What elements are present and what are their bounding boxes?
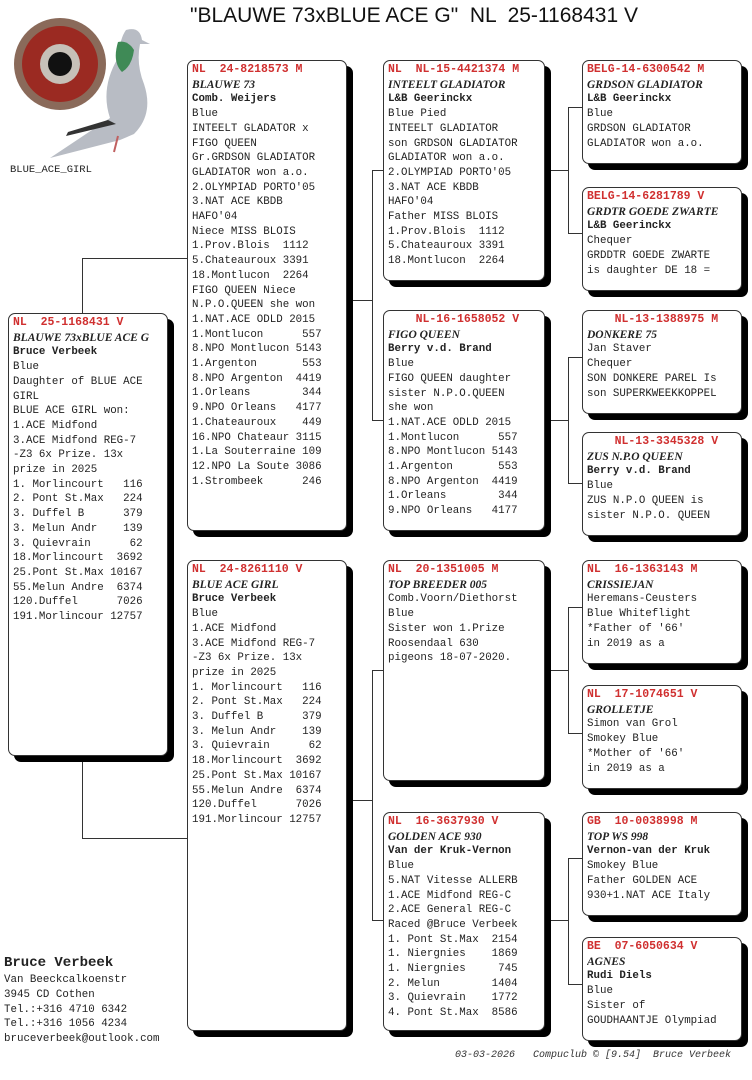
connector (353, 800, 372, 801)
info-line: 25.Pont St.Max 10167 (13, 566, 143, 579)
pigeon-card-mmf (582, 812, 742, 916)
owner-city: 3945 CD Cothen (4, 988, 95, 1001)
info-line: is daughter DE 18 = (587, 264, 711, 277)
ring-number: NL 25-1168431 V (13, 316, 124, 329)
connector (568, 107, 582, 108)
info-line: Blue (192, 108, 218, 121)
info-line: 9.NPO Orleans 4177 (388, 505, 518, 518)
pigeon-card-subject (8, 313, 168, 756)
info-line: Jan Staver (587, 343, 652, 356)
connector (551, 920, 568, 921)
connector (568, 357, 582, 358)
info-line: 16.NPO Chateaur 3115 (192, 431, 322, 444)
info-line: Blue (13, 361, 39, 374)
info-line: 3. Quievrain 1772 (388, 992, 518, 1005)
pigeon-name: FIGO QUEEN (388, 328, 460, 341)
pigeon-card-mfm (582, 685, 742, 789)
connector (568, 483, 582, 484)
info-line: 8.NPO Montlucon 5143 (192, 343, 322, 356)
info-line: Blue (388, 608, 414, 621)
info-line: 3. Quievrain 62 (192, 740, 322, 753)
info-line: Smokey Blue (587, 860, 659, 873)
info-line: Smokey Blue (587, 733, 659, 746)
info-line: 3. Melun Andr 139 (13, 522, 143, 535)
pigeon-card-father (187, 60, 347, 531)
info-line: GOUDHAANTJE Olympiad (587, 1014, 717, 1027)
info-line: -Z3 6x Prize. 13x (13, 449, 124, 462)
connector (551, 420, 568, 421)
connector (82, 258, 83, 314)
info-line: 1. Morlincourt 116 (13, 478, 143, 491)
pigeon-photo (8, 12, 158, 162)
info-line: Roosendaal 630 (388, 637, 479, 650)
ring-number: BELG-14-6300542 M (587, 63, 705, 76)
info-line: pigeons 18-07-2020. (388, 652, 512, 665)
info-line: Blue (388, 860, 414, 873)
info-line: 1.Argenton 553 (388, 461, 518, 474)
connector (568, 607, 582, 608)
info-line: 1.Orleans 344 (388, 490, 518, 503)
info-line: 1.Montlucon 557 (388, 431, 518, 444)
info-line: 1.ACE Midfond (13, 419, 98, 432)
info-line: FIGO QUEEN (192, 137, 257, 150)
breeder: L&B Geerinckx (388, 93, 473, 106)
info-line: -Z3 6x Prize. 13x (192, 652, 303, 665)
connector (568, 233, 582, 234)
info-line: 18.Montlucon 2264 (388, 255, 505, 268)
pigeon-card-mother (187, 560, 347, 1031)
footer: 03-03-2026 Compuclub © [9.54] Bruce Verbeek (455, 1050, 732, 1061)
info-line: Daughter of BLUE ACE (13, 375, 143, 388)
info-line: 1.Prov.Blois 1112 (192, 240, 309, 253)
info-line: 1. Morlincourt 116 (192, 681, 322, 694)
connector (82, 838, 188, 839)
info-line: 3.ACE Midfond REG-7 (13, 434, 137, 447)
pigeon-name: TOP BREEDER 005 (388, 578, 488, 591)
connector (372, 670, 383, 671)
owner-email: bruceverbeek@outlook.com (4, 1033, 160, 1046)
breeder: Van der Kruk-Vernon (388, 845, 512, 858)
breeder: Bruce Verbeek (192, 593, 277, 606)
info-line: 3. Quievrain 62 (13, 537, 143, 550)
pigeon-card-mf (383, 560, 545, 781)
breeder: Comb. Weijers (192, 93, 277, 106)
info-line: 1. Niergnies 745 (388, 963, 518, 976)
ring-number: NL-13-3345328 V (587, 435, 719, 448)
info-line: 3. Duffel B 379 (13, 508, 143, 521)
info-line: 2.ACE General REG-C (388, 904, 512, 917)
info-line: 8.NPO Argenton 4419 (388, 475, 518, 488)
info-line: 3. Melun Andr 139 (192, 725, 322, 738)
info-line: Chequer (587, 235, 633, 248)
info-line: HAFO'04 (192, 211, 238, 224)
info-line: 2. Melun 1404 (388, 977, 518, 990)
photo-caption: BLUE_ACE_GIRL (10, 164, 92, 176)
info-line: 120.Duffel 7026 (192, 799, 322, 812)
info-line: prize in 2025 (13, 464, 98, 477)
info-line: 3.ACE Midfond REG-7 (192, 637, 316, 650)
pigeon-card-fff (582, 60, 742, 164)
info-line: in 2019 as a (587, 762, 665, 775)
info-line: she won (388, 402, 434, 415)
info-line: 191.Morlincour 12757 (13, 611, 143, 624)
info-line: 55.Melun Andre 6374 (13, 581, 143, 594)
connector (82, 258, 188, 259)
info-line: 2.OLYMPIAD PORTO'05 (388, 166, 512, 179)
owner-name: Bruce Verbeek (4, 955, 114, 971)
pigeon-name: BLUE ACE GIRL (192, 578, 279, 591)
info-line: FIGO QUEEN Niece (192, 284, 296, 297)
pigeon-name: BLAUWE 73 (192, 78, 255, 91)
pigeon-card-ffm (582, 187, 742, 291)
info-line: 1.Prov.Blois 1112 (388, 225, 505, 238)
info-line: 12.NPO La Soute 3086 (192, 460, 322, 473)
info-line: GLADIATOR won a.o. (192, 166, 309, 179)
connector (568, 733, 582, 734)
owner-phone-1: Tel.:+316 4710 6342 (4, 1003, 128, 1016)
info-line: 18.Morlincourt 3692 (192, 755, 322, 768)
pigeon-card-mm (383, 812, 545, 1031)
info-line: 3. Duffel B 379 (192, 711, 322, 724)
info-line: 8.NPO Montlucon 5143 (388, 446, 518, 459)
pigeon-name: DONKERE 75 (587, 328, 657, 341)
info-line: GIRL (13, 390, 39, 403)
info-line: 55.Melun Andre 6374 (192, 784, 322, 797)
info-line: sister N.P.O.QUEEN (388, 387, 505, 400)
pigeon-card-mff (582, 560, 742, 664)
connector (372, 670, 373, 920)
breeder: Berry v.d. Brand (388, 343, 492, 356)
info-line: Father GOLDEN ACE (587, 874, 698, 887)
info-line: son GRDSON GLADIATOR (388, 137, 518, 150)
info-line: 1. Pont St.Max 2154 (388, 933, 518, 946)
info-line: 3.NAT ACE KBDB (192, 196, 283, 209)
info-line: GRDSON GLADIATOR (587, 122, 691, 135)
info-line: BLUE ACE GIRL won: (13, 405, 130, 418)
info-line: Blue (388, 358, 414, 371)
info-line: 2.OLYMPIAD PORTO'05 (192, 181, 316, 194)
info-line: Gr.GRDSON GLADIATOR (192, 152, 316, 165)
connector (551, 670, 568, 671)
breeder: Bruce Verbeek (13, 346, 98, 359)
info-line: Simon van Grol (587, 718, 678, 731)
ring-number: NL-16-1658052 V (388, 313, 520, 326)
owner-contact (4, 953, 160, 1047)
breeder: Rudi Diels (587, 970, 652, 983)
pedigree-title: "BLAUWE 73xBLUE ACE G" NL 25-1168431 V (190, 4, 638, 27)
info-line: Niece MISS BLOIS (192, 225, 296, 238)
connector (568, 858, 582, 859)
info-line: 2. Pont St.Max 224 (192, 696, 322, 709)
info-line: INTEELT GLADATOR x (192, 122, 309, 135)
connector (568, 858, 569, 984)
ring-number: NL 17-1074651 V (587, 688, 698, 701)
info-line: FIGO QUEEN daughter (388, 372, 512, 385)
info-line: 1.NAT.ACE ODLD 2015 (388, 416, 512, 429)
info-line: INTEELT GLADIATOR (388, 122, 499, 135)
ring-number: BELG-14-6281789 V (587, 190, 705, 203)
connector (551, 170, 568, 171)
connector (568, 607, 569, 733)
info-line: 4. Pont St.Max 8586 (388, 1007, 518, 1020)
connector (568, 107, 569, 233)
info-line: *Father of '66' (587, 622, 685, 635)
info-line: SON DONKERE PAREL Is (587, 372, 717, 385)
info-line: GLADIATOR won a.o. (587, 137, 704, 150)
info-line: Blue (587, 985, 613, 998)
info-line: 3.NAT ACE KBDB (388, 181, 479, 194)
connector (372, 920, 383, 921)
connector (372, 420, 383, 421)
pigeon-name: INTEELT GLADIATOR (388, 78, 506, 91)
owner-address: Van Beeckcalkoenstr (4, 974, 128, 986)
info-line: Blue (587, 480, 613, 493)
info-line: 9.NPO Orleans 4177 (192, 402, 322, 415)
pigeon-name: CRISSIEJAN (587, 578, 654, 591)
info-line: 1.Argenton 553 (192, 358, 322, 371)
info-line: Blue (587, 108, 613, 121)
connector (372, 170, 383, 171)
info-line: GLADIATOR won a.o. (388, 152, 505, 165)
info-line: 1.ACE Midfond REG-C (388, 889, 512, 902)
info-line: Comb.Voorn/Diethorst (388, 593, 518, 606)
info-line: 1.La Souterraine 109 (192, 446, 322, 459)
info-line: 1.Chateauroux 449 (192, 416, 322, 429)
info-line: 2. Pont St.Max 224 (13, 493, 143, 506)
ring-number: NL 20-1351005 M (388, 563, 499, 576)
info-line: ZUS N.P.O QUEEN is (587, 494, 704, 507)
info-line: *Mother of '66' (587, 747, 685, 760)
info-line: in 2019 as a (587, 637, 665, 650)
breeder: Vernon-van der Kruk (587, 845, 711, 858)
info-line: sister N.P.O. QUEEN (587, 509, 711, 522)
info-line: Raced @Bruce Verbeek (388, 918, 518, 931)
info-line: 1.Strombeek 246 (192, 475, 322, 488)
info-line: 18.Montlucon 2264 (192, 269, 309, 282)
info-line: 1.NAT.ACE ODLD 2015 (192, 313, 316, 326)
ring-number: GB 10-0038998 M (587, 815, 698, 828)
pigeon-name: TOP WS 998 (587, 830, 649, 843)
info-line: 5.Chateauroux 3391 (192, 255, 309, 268)
info-line: 930+1.NAT ACE Italy (587, 889, 711, 902)
info-line: 1.Montlucon 557 (192, 328, 322, 341)
info-line: prize in 2025 (192, 666, 277, 679)
ring-number: BE 07-6050634 V (587, 940, 698, 953)
info-line: 5.Chateauroux 3391 (388, 240, 505, 253)
connector (568, 984, 582, 985)
breeder: L&B Geerinckx (587, 93, 672, 106)
info-line: Father MISS BLOIS (388, 211, 499, 224)
info-line: 1.ACE Midfond (192, 622, 277, 635)
pigeon-name: GRDTR GOEDE ZWARTE (587, 205, 719, 218)
info-line: Sister of (587, 999, 646, 1012)
info-line: 8.NPO Argenton 4419 (192, 372, 322, 385)
info-line: Blue (192, 608, 218, 621)
pigeon-card-fm (383, 310, 545, 531)
connector (353, 300, 372, 301)
pigeon-name: GRDSON GLADIATOR (587, 78, 703, 91)
ring-number: NL 16-1363143 M (587, 563, 698, 576)
ring-number: NL 24-8218573 M (192, 63, 303, 76)
pigeon-name: AGNES (587, 955, 626, 968)
pigeon-card-fmf (582, 310, 742, 414)
ring-number: NL 24-8261110 V (192, 563, 303, 576)
pigeon-name: GOLDEN ACE 930 (388, 830, 482, 843)
connector (568, 357, 569, 483)
info-line: son SUPERKWEEKKOPPEL (587, 387, 717, 400)
ring-number: NL 16-3637930 V (388, 815, 499, 828)
info-line: HAFO'04 (388, 196, 434, 209)
ring-number: NL NL-15-4421374 M (388, 63, 520, 76)
info-line: Chequer (587, 358, 633, 371)
pigeon-name: ZUS N.P.O QUEEN (587, 450, 683, 463)
info-line: Heremans-Ceusters (587, 593, 698, 606)
ring-number: NL-13-1388975 M (587, 313, 719, 326)
owner-phone-2: Tel.:+316 1056 4234 (4, 1018, 128, 1031)
info-line: GRDDTR GOEDE ZWARTE (587, 249, 711, 262)
info-line: Blue Pied (388, 108, 447, 121)
info-line: 5.NAT Vitesse ALLERB (388, 874, 518, 887)
info-line: Sister won 1.Prize (388, 622, 505, 635)
pigeon-name: BLAUWE 73xBLUE ACE G (13, 331, 150, 344)
breeder: L&B Geerinckx (587, 220, 672, 233)
info-line: 18.Morlincourt 3692 (13, 552, 143, 565)
pigeon-card-fmm (582, 432, 742, 536)
info-line: 1.Orleans 344 (192, 387, 322, 400)
info-line: Blue Whiteflight (587, 608, 691, 621)
pigeon-card-mmm (582, 937, 742, 1041)
info-line: 191.Morlincour 12757 (192, 813, 322, 826)
info-line: 25.Pont St.Max 10167 (192, 769, 322, 782)
pigeon-card-ff (383, 60, 545, 281)
breeder: Berry v.d. Brand (587, 465, 691, 478)
connector (372, 170, 373, 420)
connector (82, 760, 83, 839)
pigeon-name: GROLLETJE (587, 703, 654, 716)
info-line: N.P.O.QUEEN she won (192, 299, 316, 312)
info-line: 1. Niergnies 1869 (388, 948, 518, 961)
info-line: 120.Duffel 7026 (13, 596, 143, 609)
